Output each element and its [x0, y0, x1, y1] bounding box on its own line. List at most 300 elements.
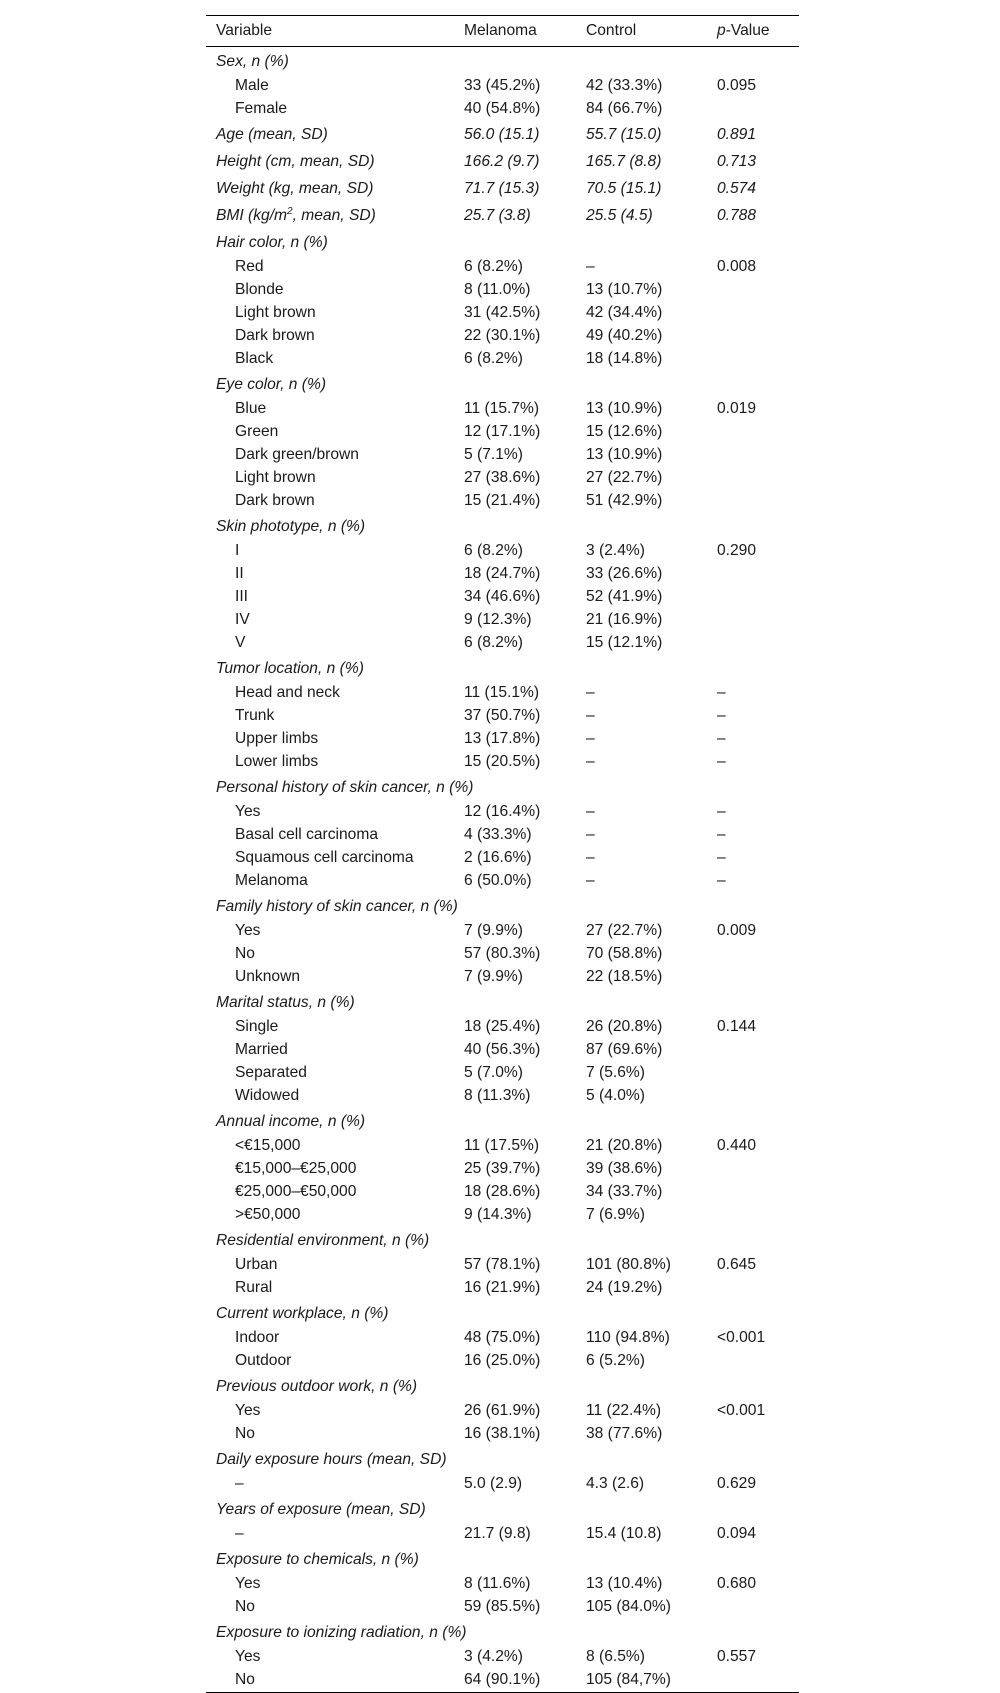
table-row [206, 942, 799, 965]
control-cell: – [586, 752, 595, 770]
melanoma-cell: 15 (21.4%) [464, 491, 541, 509]
pvalue-cell: 0.290 [717, 541, 757, 559]
row-label: Yes [235, 802, 261, 820]
pvalue-cell: 0.713 [717, 152, 757, 170]
row-label: Dark brown [235, 491, 315, 509]
pvalue-cell [717, 988, 799, 1015]
pvalue-cell [717, 1157, 799, 1180]
table-group-row [206, 1545, 799, 1572]
control-cell: 21 (20.8%) [586, 1136, 663, 1154]
table-row [206, 489, 799, 512]
table-group-row [206, 1495, 799, 1522]
header-pvalue [717, 16, 799, 47]
label-superscript: 2 [287, 205, 293, 217]
control-cell: 8 (6.5%) [586, 1647, 645, 1665]
control-cell: 13 (10.7%) [586, 280, 663, 298]
pvalue-cell [717, 228, 799, 255]
table-group-row [206, 228, 799, 255]
header-variable: Variable [206, 16, 464, 47]
table-row [206, 727, 799, 750]
melanoma-cell [464, 1618, 586, 1645]
table-row [206, 1061, 799, 1084]
pvalue-cell: 0.788 [717, 206, 757, 224]
control-cell: 105 (84,7%) [586, 1668, 717, 1693]
table-row [206, 704, 799, 727]
row-label: Trunk [235, 706, 275, 724]
group-label: Exposure to chemicals, n (%) [216, 1550, 419, 1568]
table-group-row [206, 174, 799, 201]
melanoma-cell: 16 (38.1%) [464, 1424, 541, 1442]
melanoma-cell: 6 (8.2%) [464, 257, 523, 275]
row-label: – [235, 1474, 244, 1492]
melanoma-cell: 22 (30.1%) [464, 326, 541, 344]
melanoma-cell [464, 370, 586, 397]
table-row [206, 301, 799, 324]
control-cell: – [586, 683, 595, 701]
melanoma-cell: 12 (16.4%) [464, 802, 541, 820]
row-label: I [235, 541, 240, 559]
row-label: Black [235, 349, 274, 367]
group-label: Exposure to ionizing radiation, n (%) [216, 1623, 467, 1641]
group-label: Personal history of skin cancer, n (%) [216, 778, 474, 796]
melanoma-cell: 57 (78.1%) [464, 1255, 541, 1273]
pvalue-cell: <0.001 [717, 1401, 766, 1419]
pvalue-cell [717, 654, 799, 681]
row-label: Outdoor [235, 1351, 292, 1369]
row-label: Separated [235, 1063, 307, 1081]
table-group-row [206, 1226, 799, 1253]
row-label: Basal cell carcinoma [235, 825, 379, 843]
melanoma-cell: 166.2 (9.7) [464, 152, 540, 170]
pvalue-cell [717, 1180, 799, 1203]
control-cell: 42 (34.4%) [586, 303, 663, 321]
table-row [206, 562, 799, 585]
group-label: Years of exposure (mean, SD) [216, 1500, 426, 1518]
row-label: Lower limbs [235, 752, 319, 770]
control-cell: 15 (12.1%) [586, 633, 663, 651]
table-group-row [206, 1299, 799, 1326]
control-cell [586, 1545, 717, 1572]
pvalue-cell: 0.019 [717, 399, 757, 417]
row-label: – [235, 1524, 244, 1542]
control-cell: 51 (42.9%) [586, 491, 663, 509]
control-cell: 13 (10.9%) [586, 399, 663, 417]
group-label: Height (cm, mean, SD) [216, 152, 375, 170]
row-label: <€15,000 [235, 1136, 301, 1154]
pvalue-cell [717, 301, 799, 324]
table-row [206, 443, 799, 466]
control-cell: 21 (16.9%) [586, 610, 663, 628]
melanoma-cell [464, 512, 586, 539]
row-label: Unknown [235, 967, 301, 985]
control-cell: – [586, 706, 595, 724]
table-group-row [206, 47, 799, 75]
pvalue-cell: 0.557 [717, 1647, 757, 1665]
pvalue-cell [717, 370, 799, 397]
melanoma-cell: 26 (61.9%) [464, 1401, 541, 1419]
melanoma-cell: 18 (28.6%) [464, 1182, 541, 1200]
table-row [206, 1645, 799, 1668]
header-control: Control [586, 16, 717, 47]
group-label: Current workplace, n (%) [216, 1304, 389, 1322]
table-row [206, 919, 799, 942]
pvalue-cell [717, 278, 799, 301]
table-row [206, 539, 799, 562]
table-row [206, 74, 799, 97]
melanoma-cell: 3 (4.2%) [464, 1647, 523, 1665]
melanoma-cell: 9 (14.3%) [464, 1205, 532, 1223]
row-label: Light brown [235, 303, 316, 321]
row-label: Red [235, 257, 264, 275]
pvalue-cell: – [717, 825, 726, 843]
table-group-row [206, 120, 799, 147]
control-cell: – [586, 729, 595, 747]
melanoma-cell: 2 (16.6%) [464, 848, 532, 866]
control-cell: 7 (5.6%) [586, 1063, 645, 1081]
row-label: No [235, 1597, 255, 1615]
row-label: Single [235, 1017, 279, 1035]
pvalue-cell [717, 608, 799, 631]
control-cell [586, 1372, 717, 1399]
group-label: Marital status, n (%) [216, 993, 355, 1011]
table-row [206, 965, 799, 988]
pvalue-cell [717, 631, 799, 654]
control-cell: 3 (2.4%) [586, 541, 645, 559]
table-row [206, 823, 799, 846]
pvalue-cell [717, 1422, 799, 1445]
melanoma-cell: 71.7 (15.3) [464, 179, 540, 197]
row-label: V [235, 633, 246, 651]
melanoma-cell [464, 1545, 586, 1572]
pvalue-cell [717, 1618, 799, 1645]
control-cell: 39 (38.6%) [586, 1159, 663, 1177]
row-label: Yes [235, 1647, 261, 1665]
control-cell: 13 (10.4%) [586, 1574, 663, 1592]
control-cell: 15 (12.6%) [586, 422, 663, 440]
pvalue-cell: – [717, 802, 726, 820]
pvalue-cell [717, 1545, 799, 1572]
label-text: BMI (kg/m [216, 206, 288, 224]
control-cell: 25.5 (4.5) [586, 206, 653, 224]
table-row [206, 1157, 799, 1180]
row-label: €15,000–€25,000 [235, 1159, 357, 1177]
table-group-row [206, 512, 799, 539]
table-group-row [206, 988, 799, 1015]
table-row [206, 97, 799, 120]
pvalue-cell [717, 1276, 799, 1299]
row-label: Married [235, 1040, 288, 1058]
pvalue-cell [717, 1349, 799, 1372]
pvalue-cell [717, 562, 799, 585]
pvalue-cell [717, 892, 799, 919]
pvalue-cell [717, 489, 799, 512]
melanoma-cell: 8 (11.6%) [464, 1574, 531, 1592]
melanoma-cell: 16 (25.0%) [464, 1351, 541, 1369]
row-label: Light brown [235, 468, 316, 486]
table-row [206, 1015, 799, 1038]
table-row [206, 585, 799, 608]
control-cell: 70.5 (15.1) [586, 179, 662, 197]
melanoma-cell: 56.0 (15.1) [464, 125, 540, 143]
melanoma-cell: 7 (9.9%) [464, 967, 523, 985]
melanoma-cell [464, 773, 586, 800]
control-cell: 11 (22.4%) [586, 1401, 662, 1419]
control-cell: 55.7 (15.0) [586, 125, 662, 143]
melanoma-cell: 11 (15.1%) [464, 683, 540, 701]
header-pvalue-prefix: p [717, 21, 726, 39]
table-row [206, 1595, 799, 1618]
control-cell: 70 (58.8%) [586, 944, 663, 962]
table-row [206, 1180, 799, 1203]
melanoma-cell: 16 (21.9%) [464, 1278, 541, 1296]
table-group-row [206, 892, 799, 919]
control-cell: 7 (6.9%) [586, 1205, 645, 1223]
table-row [206, 608, 799, 631]
control-cell [586, 512, 717, 539]
control-cell [586, 370, 717, 397]
table-row [206, 466, 799, 489]
table-row [206, 1422, 799, 1445]
melanoma-cell: 37 (50.7%) [464, 706, 541, 724]
table-group-row [206, 201, 799, 228]
control-cell: 24 (19.2%) [586, 1278, 663, 1296]
pvalue-cell: 0.574 [717, 179, 757, 197]
pvalue-cell: – [717, 683, 726, 701]
control-cell [586, 1618, 717, 1645]
row-label: >€50,000 [235, 1205, 301, 1223]
control-cell [586, 654, 717, 681]
pvalue-cell [717, 942, 799, 965]
melanoma-cell [464, 1372, 586, 1399]
pvalue-cell [717, 420, 799, 443]
row-label: Dark brown [235, 326, 315, 344]
header-pvalue-suffix: -Value [725, 21, 770, 39]
control-cell [586, 892, 717, 919]
melanoma-cell: 8 (11.3%) [464, 1086, 531, 1104]
melanoma-cell [464, 654, 586, 681]
group-label: Sex, n (%) [216, 52, 289, 70]
melanoma-cell: 8 (11.0%) [464, 280, 531, 298]
pvalue-cell [717, 443, 799, 466]
row-label: Blue [235, 399, 267, 417]
row-label: III [235, 587, 248, 605]
row-label: IV [235, 610, 250, 628]
melanoma-cell: 5 (7.0%) [464, 1063, 523, 1081]
pvalue-cell: 0.629 [717, 1474, 757, 1492]
group-label: Residential environment, n (%) [216, 1231, 430, 1249]
table-row [206, 1349, 799, 1372]
pvalue-cell [717, 324, 799, 347]
control-cell: 4.3 (2.6) [586, 1474, 645, 1492]
table-row [206, 1522, 799, 1545]
row-label: Upper limbs [235, 729, 319, 747]
table-group-row [206, 773, 799, 800]
table-group-row [206, 147, 799, 174]
control-cell: 27 (22.7%) [586, 921, 663, 939]
row-label: Dark green/brown [235, 445, 359, 463]
pvalue-cell [717, 1226, 799, 1253]
melanoma-cell [464, 228, 586, 255]
table-group-row [206, 1445, 799, 1472]
control-cell [586, 1226, 717, 1253]
pvalue-cell [717, 1038, 799, 1061]
pvalue-cell [717, 512, 799, 539]
group-label: Family history of skin cancer, n (%) [216, 897, 458, 915]
melanoma-cell: 34 (46.6%) [464, 587, 541, 605]
control-cell: 101 (80.8%) [586, 1255, 671, 1273]
melanoma-cell [464, 47, 586, 75]
control-cell [586, 1445, 717, 1472]
table-row [206, 1203, 799, 1226]
control-cell: 15.4 (10.8) [586, 1524, 662, 1542]
pvalue-cell: 0.144 [717, 1017, 757, 1035]
control-cell: 42 (33.3%) [586, 76, 663, 94]
group-label: Skin phototype, n (%) [216, 517, 366, 535]
header-melanoma: Melanoma [464, 16, 586, 47]
table-row [206, 846, 799, 869]
control-cell [586, 773, 717, 800]
characteristics-table [206, 15, 799, 1693]
control-cell: – [586, 825, 595, 843]
row-label: Female [235, 99, 287, 117]
table-row [206, 1276, 799, 1299]
group-label: Annual income, n (%) [216, 1112, 366, 1130]
melanoma-cell: 25 (39.7%) [464, 1159, 541, 1177]
melanoma-cell: 25.7 (3.8) [464, 206, 531, 224]
control-cell: – [586, 802, 595, 820]
table-header [206, 16, 799, 47]
group-label: Tumor location, n (%) [216, 659, 364, 677]
melanoma-cell: 11 (15.7%) [464, 399, 540, 417]
control-cell: 49 (40.2%) [586, 326, 663, 344]
table-row [206, 324, 799, 347]
pvalue-cell [717, 1372, 799, 1399]
row-label: No [235, 1424, 255, 1442]
pvalue-cell: 0.891 [717, 125, 757, 143]
table-row [206, 1572, 799, 1595]
control-cell: 110 (94.8%) [586, 1328, 670, 1346]
pvalue-cell: 0.009 [717, 921, 757, 939]
pvalue-cell [717, 1495, 799, 1522]
melanoma-cell: 6 (8.2%) [464, 541, 523, 559]
table-row [206, 1038, 799, 1061]
table-row [206, 631, 799, 654]
pvalue-cell: 0.095 [717, 76, 757, 94]
melanoma-cell: 6 (8.2%) [464, 349, 523, 367]
melanoma-cell: 13 (17.8%) [464, 729, 541, 747]
control-cell: 87 (69.6%) [586, 1040, 663, 1058]
control-cell: 6 (5.2%) [586, 1351, 645, 1369]
control-cell: 165.7 (8.8) [586, 152, 662, 170]
row-label: Yes [235, 1401, 261, 1419]
pvalue-cell [717, 97, 799, 120]
table-row [206, 1253, 799, 1276]
melanoma-cell: 18 (25.4%) [464, 1017, 541, 1035]
melanoma-cell [464, 1445, 586, 1472]
pvalue-cell [717, 1445, 799, 1472]
group-label: Weight (kg, mean, SD) [216, 179, 374, 197]
control-cell: 26 (20.8%) [586, 1017, 663, 1035]
control-cell: 13 (10.9%) [586, 445, 663, 463]
melanoma-cell [464, 892, 586, 919]
control-cell [586, 1495, 717, 1522]
row-label: No [206, 1668, 464, 1693]
control-cell: 18 (14.8%) [586, 349, 663, 367]
pvalue-cell [717, 1107, 799, 1134]
pvalue-cell: – [717, 871, 726, 889]
pvalue-cell [717, 773, 799, 800]
melanoma-cell: 12 (17.1%) [464, 422, 541, 440]
table-row [206, 255, 799, 278]
melanoma-cell: 4 (33.3%) [464, 825, 532, 843]
pvalue-cell: 0.094 [717, 1524, 757, 1542]
table-row [206, 681, 799, 704]
control-cell: 52 (41.9%) [586, 587, 663, 605]
row-label: Melanoma [235, 871, 308, 889]
pvalue-cell [717, 347, 799, 370]
melanoma-cell: 9 (12.3%) [464, 610, 532, 628]
pvalue-cell: – [717, 706, 726, 724]
group-label: Daily exposure hours (mean, SD) [216, 1450, 447, 1468]
melanoma-cell: 5 (7.1%) [464, 445, 523, 463]
melanoma-cell: 40 (54.8%) [464, 99, 541, 117]
melanoma-cell: 7 (9.9%) [464, 921, 523, 939]
table-row [206, 800, 799, 823]
melanoma-cell [464, 1107, 586, 1134]
group-label: Previous outdoor work, n (%) [216, 1377, 418, 1395]
table-row [206, 869, 799, 892]
melanoma-cell [464, 1495, 586, 1522]
table-row [206, 397, 799, 420]
table-row [206, 1134, 799, 1157]
pvalue-cell: – [717, 752, 726, 770]
melanoma-cell: 57 (80.3%) [464, 944, 541, 962]
melanoma-cell: 5.0 (2.9) [464, 1474, 523, 1492]
characteristics-table-container [206, 15, 799, 1693]
melanoma-cell: 11 (17.5%) [464, 1136, 540, 1154]
table-row [206, 1084, 799, 1107]
group-label: Age (mean, SD) [216, 125, 328, 143]
pvalue-cell: – [717, 729, 726, 747]
control-cell: 5 (4.0%) [586, 1086, 645, 1104]
melanoma-cell: 21.7 (9.8) [464, 1524, 531, 1542]
table-group-row [206, 1618, 799, 1645]
control-cell: 105 (84.0%) [586, 1597, 671, 1615]
melanoma-cell: 6 (8.2%) [464, 633, 523, 651]
group-label [206, 201, 464, 228]
pvalue-cell [717, 1595, 799, 1618]
control-cell [586, 1107, 717, 1134]
control-cell: 27 (22.7%) [586, 468, 663, 486]
table-group-row [206, 370, 799, 397]
melanoma-cell: 27 (38.6%) [464, 468, 541, 486]
group-label: Eye color, n (%) [216, 375, 327, 393]
group-label: Hair color, n (%) [216, 233, 328, 251]
row-label: Male [235, 76, 269, 94]
pvalue-cell: 0.680 [717, 1574, 757, 1592]
row-label: €25,000–€50,000 [235, 1182, 357, 1200]
melanoma-cell [464, 988, 586, 1015]
melanoma-cell: 40 (56.3%) [464, 1040, 541, 1058]
table-group-row [206, 1107, 799, 1134]
melanoma-cell: 15 (20.5%) [464, 752, 541, 770]
pvalue-cell [717, 47, 799, 75]
melanoma-cell: 64 (90.1%) [464, 1668, 586, 1693]
row-label: Squamous cell carcinoma [235, 848, 414, 866]
row-label: Head and neck [235, 683, 340, 701]
control-cell: – [586, 257, 595, 275]
pvalue-cell [717, 1084, 799, 1107]
